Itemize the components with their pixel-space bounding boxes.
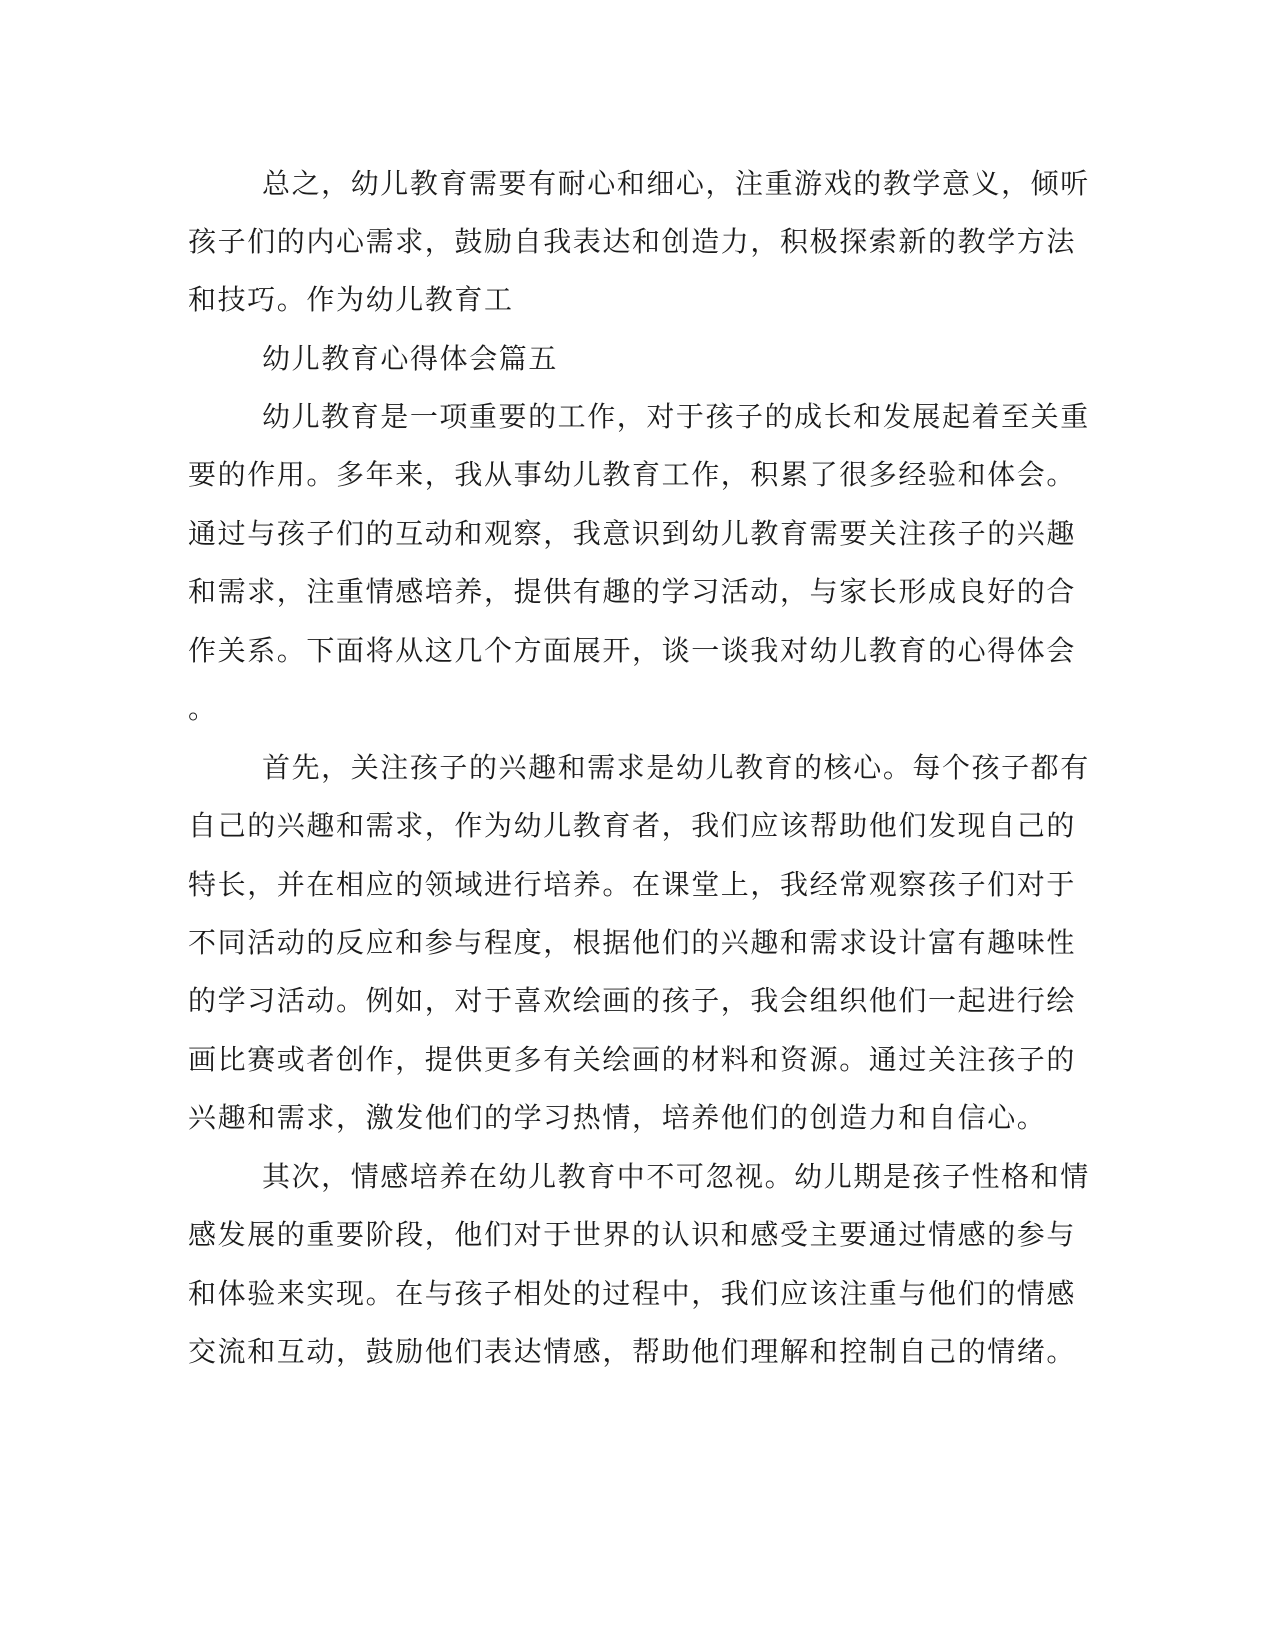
text-line: 画比赛或者创作，提供更多有关绘画的材料和资源。通过关注孩子的 — [188, 1043, 1077, 1076]
text-line: 孩子们的内心需求，鼓励自我表达和创造力，积极探索新的教学方法 — [188, 225, 1077, 258]
text-line: 和需求，注重情感培养，提供有趣的学习活动，与家长形成良好的合 — [188, 575, 1077, 608]
text-line: 和体验来实现。在与孩子相处的过程中，我们应该注重与他们的情感 — [188, 1277, 1077, 1310]
text-line: 不同活动的反应和参与程度，根据他们的兴趣和需求设计富有趣味性 — [188, 926, 1077, 959]
text-line: 作关系。下面将从这几个方面展开，谈一谈我对幼儿教育的心得体会 — [188, 634, 1077, 667]
section-heading: 幼儿教育心得体会篇五 — [262, 342, 559, 375]
text-line: 感发展的重要阶段，他们对于世界的认识和感受主要通过情感的参与 — [188, 1218, 1077, 1251]
text-line: 总之，幼儿教育需要有耐心和细心，注重游戏的教学意义，倾听 — [262, 167, 1090, 200]
text-line: 特长，并在相应的领域进行培养。在课堂上，我经常观察孩子们对于 — [188, 868, 1077, 901]
text-line: 其次，情感培养在幼儿教育中不可忽视。幼儿期是孩子性格和情 — [262, 1160, 1090, 1193]
text-line: 要的作用。多年来，我从事幼儿教育工作，积累了很多经验和体会。 — [188, 458, 1077, 491]
text-line: 兴趣和需求，激发他们的学习热情，培养他们的创造力和自信心。 — [188, 1101, 1047, 1134]
text-line: 和技巧。作为幼儿教育工 — [188, 283, 514, 316]
text-line: 幼儿教育是一项重要的工作，对于孩子的成长和发展起着至关重 — [262, 400, 1090, 433]
text-line: 交流和互动，鼓励他们表达情感，帮助他们理解和控制自己的情绪。 — [188, 1335, 1077, 1368]
text-line: 。 — [188, 692, 218, 725]
text-line: 的学习活动。例如，对于喜欢绘画的孩子，我会组织他们一起进行绘 — [188, 984, 1077, 1017]
text-line: 首先，关注孩子的兴趣和需求是幼儿教育的核心。每个孩子都有 — [262, 751, 1090, 784]
text-line: 自己的兴趣和需求，作为幼儿教育者，我们应该帮助他们发现自己的 — [188, 809, 1077, 842]
text-line: 通过与孩子们的互动和观察，我意识到幼儿教育需要关注孩子的兴趣 — [188, 517, 1077, 550]
